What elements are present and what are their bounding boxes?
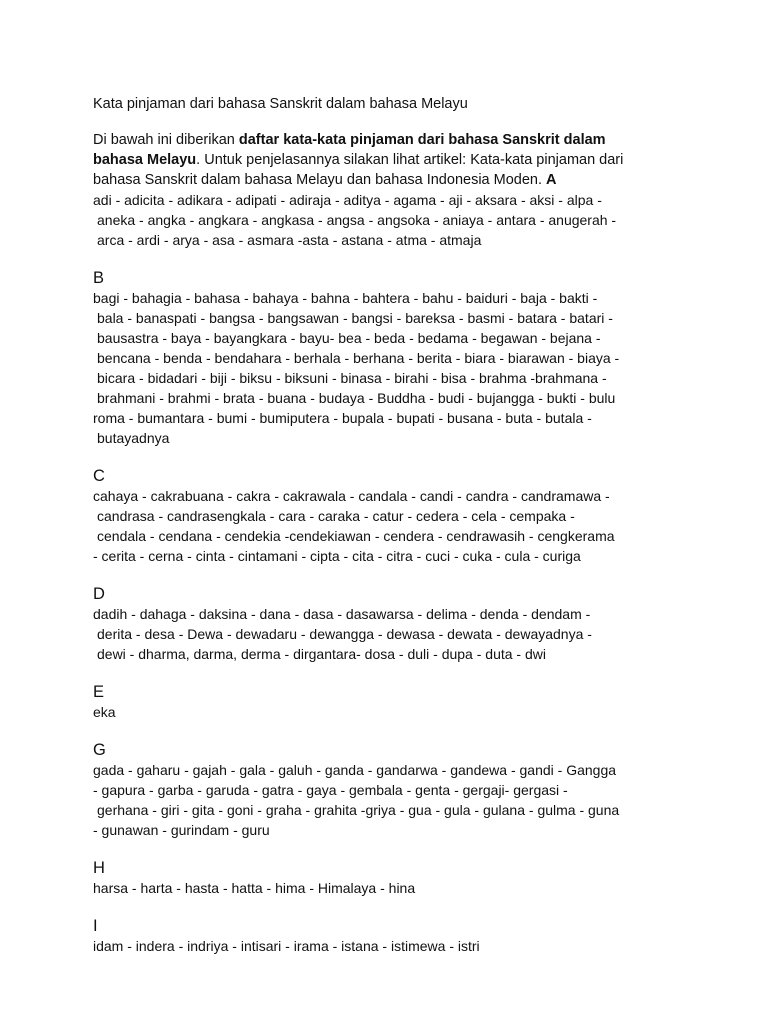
section-c bbox=[93, 466, 693, 566]
word-line: dadih - dahaga - daksina - dana - dasa - dasawarsa - delima - denda - dendam - bbox=[93, 606, 591, 622]
section-letter-c: C bbox=[93, 467, 105, 485]
word-line: dewi - dharma, darma, derma - dirgantara- dosa - duli - dupa - duta - dwi bbox=[97, 646, 546, 662]
word-line: butayadnya bbox=[97, 430, 170, 446]
intro-text-3: bahasa Sanskrit dalam bahasa Melayu dan bahasa Indonesia Moden. bbox=[93, 172, 547, 188]
word-line: gerhana - giri - gita - goni - graha - grahita -griya - gua - gula - gulana - gulma - guna bbox=[97, 802, 620, 818]
section-letter-h: H bbox=[93, 859, 105, 877]
word-line: candrasa - candrasengkala - cara - caraka - catur - cedera - cela - cempaka - bbox=[97, 508, 575, 524]
word-line: derita - desa - Dewa - dewadaru - dewangga - dewasa - dewata - dewayadnya - bbox=[97, 626, 592, 642]
word-line: adi - adicita - adikara - adipati - adiraja - aditya - agama - aji - aksara - aksi - alpa - bbox=[93, 192, 602, 208]
word-line: bagi - bahagia - bahasa - bahaya - bahna - bahtera - bahu - baiduri - baja - bakti - bbox=[93, 290, 598, 306]
section-letter-i: I bbox=[93, 917, 98, 935]
word-line: - gunawan - gurindam - guru bbox=[93, 822, 270, 838]
section-letter-a: A bbox=[546, 172, 557, 188]
word-line: bala - banaspati - bangsa - bangsawan - bangsi - bareksa - basmi - batara - batari - bbox=[97, 310, 613, 326]
word-line: harsa - harta - hasta - hatta - hima - Himalaya - hina bbox=[93, 880, 416, 896]
section-letter-b: B bbox=[93, 269, 105, 287]
section-g bbox=[93, 740, 693, 840]
word-line: bicara - bidadari - biji - biksu - biksuni - binasa - birahi - bisa - brahma -brahmana - bbox=[97, 370, 607, 386]
intro-text-1: Di bawah ini diberikan bbox=[93, 132, 239, 148]
word-line: - gapura - garba - garuda - gatra - gaya - gembala - genta - gergaji- gergasi - bbox=[93, 782, 568, 798]
intro-paragraph bbox=[93, 130, 693, 190]
word-line: aneka - angka - angkara - angkasa - angsa - angsoka - aniaya - antara - anugerah - bbox=[97, 212, 617, 228]
word-line: bausastra - baya - bayangkara - bayu- bea - beda - bedama - begawan - bejana - bbox=[97, 330, 601, 346]
word-line: idam - indera - indriya - intisari - irama - istana - istimewa - istri bbox=[93, 938, 480, 954]
section-b bbox=[93, 268, 693, 448]
section-h bbox=[93, 858, 693, 898]
section-e bbox=[93, 682, 693, 722]
document-page bbox=[93, 94, 693, 956]
section-letter-d: D bbox=[93, 585, 105, 603]
word-line: eka bbox=[93, 704, 116, 720]
intro-bold-1: daftar kata-kata pinjaman dari bahasa Sanskrit dalam bbox=[238, 132, 606, 148]
document-title: Kata pinjaman dari bahasa Sanskrit dalam bahasa Melayu bbox=[93, 96, 468, 112]
word-line: cendala - cendana - cendekia -cendekiawan - cendera - cendrawasih - cengkerama bbox=[97, 528, 615, 544]
section-letter-e: E bbox=[93, 683, 105, 701]
section-letter-g: G bbox=[93, 741, 106, 759]
section-i bbox=[93, 916, 693, 956]
word-line: cahaya - cakrabuana - cakra - cakrawala - candala - candi - candra - candramawa - bbox=[93, 488, 610, 504]
section-a bbox=[93, 190, 693, 250]
word-line: arca - ardi - arya - asa - asmara -asta - astana - atma - atmaja bbox=[97, 232, 482, 248]
word-line: brahmani - brahmi - brata - buana - budaya - Buddha - budi - bujangga - bukti - bulu bbox=[97, 390, 616, 406]
word-line: gada - gaharu - gajah - gala - galuh - ganda - gandarwa - gandewa - gandi - Gangga bbox=[93, 762, 617, 778]
intro-bold-2: bahasa Melayu bbox=[93, 152, 197, 168]
section-d bbox=[93, 584, 693, 664]
word-line: bencana - benda - bendahara - berhala - berhana - berita - biara - biarawan - biaya - bbox=[97, 350, 620, 366]
word-line: roma - bumantara - bumi - bumiputera - bupala - bupati - busana - buta - butala - bbox=[93, 410, 592, 426]
word-line: - cerita - cerna - cinta - cintamani - cipta - cita - citra - cuci - cuka - cula - curiga bbox=[93, 548, 581, 564]
intro-text-2: . Untuk penjelasannya silakan lihat artikel: Kata-kata pinjaman dari bbox=[196, 152, 624, 168]
